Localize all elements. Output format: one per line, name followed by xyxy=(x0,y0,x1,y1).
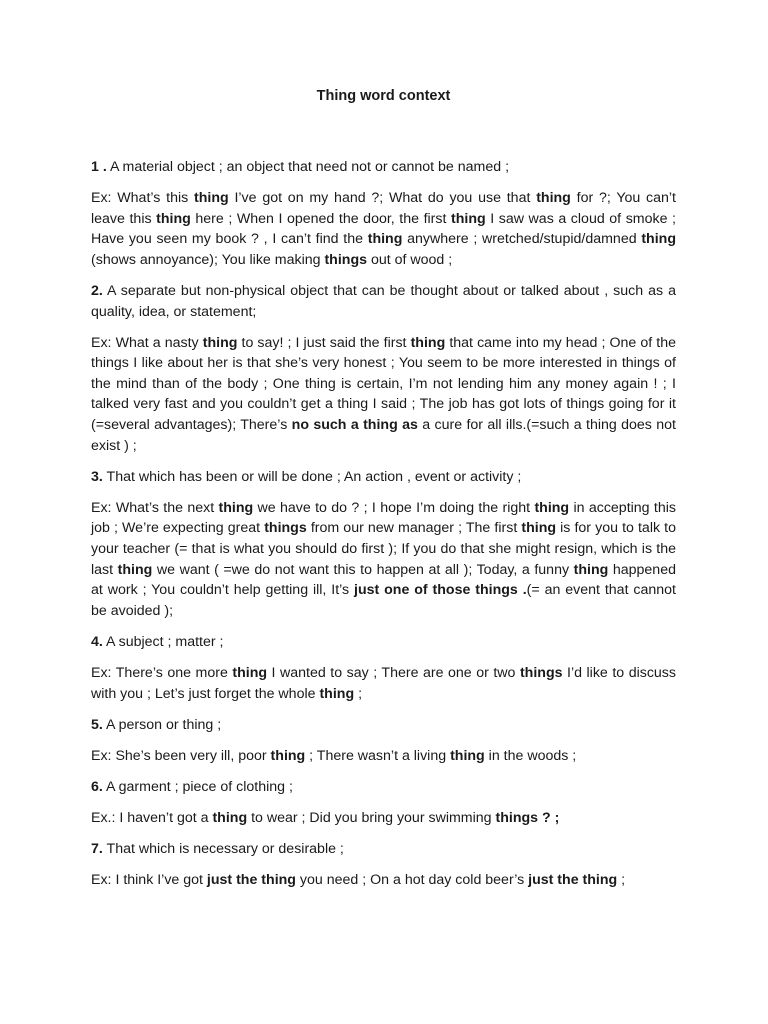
text-run: happened at work ; You couldn’t help getting ill, It’s xyxy=(91,561,676,599)
bold-term: thing xyxy=(534,499,570,516)
definition-paragraph xyxy=(91,715,676,736)
bold-term: thing xyxy=(232,664,268,681)
bold-term: 2. xyxy=(91,282,103,299)
bold-term: things ? ; xyxy=(495,809,560,826)
text-run: Ex.: I haven’t got a xyxy=(91,809,213,826)
text-run: ; There wasn’t a living xyxy=(305,747,451,764)
bold-term: thing xyxy=(194,190,229,207)
text-run: ; xyxy=(354,685,363,702)
text-run: That which has been or will be done ; An action , event or activity ; xyxy=(102,468,522,485)
bold-term: thing xyxy=(117,561,153,578)
bold-term: thing xyxy=(319,685,355,702)
bold-term: thing xyxy=(212,809,248,826)
text-run: Ex: What’s the next xyxy=(91,499,219,516)
text-run: we want ( =we do not want this to happen at all ); Today, a funny xyxy=(152,561,574,578)
text-run: Ex: She’s been very ill, poor xyxy=(91,747,271,764)
text-run: A garment ; piece of clothing ; xyxy=(102,778,293,795)
bold-term: things xyxy=(519,664,563,681)
text-run: (= an event that cannot be avoided ); xyxy=(91,582,676,619)
text-run: to say! ; I just said the first xyxy=(237,334,411,351)
text-run: (shows annoyance); You like making xyxy=(91,251,325,268)
text-run: is for you to talk to your teacher (= that is what you should do first ); If you do that she might resign, which is the last xyxy=(91,520,676,578)
text-run: here ; When I opened the door, the first xyxy=(190,210,452,227)
definition-paragraph xyxy=(91,839,676,860)
text-run: ; xyxy=(617,872,626,889)
definition-paragraph xyxy=(91,467,676,488)
text-run: Ex: What a nasty xyxy=(91,334,203,351)
bold-term: thing xyxy=(521,520,557,537)
bold-term: thing xyxy=(202,334,238,351)
bold-term: no such a thing as xyxy=(291,417,418,434)
bold-term: thing xyxy=(536,190,571,207)
text-run: Ex: There’s one more xyxy=(91,664,233,681)
text-run: A person or thing ; xyxy=(102,716,222,733)
bold-term: thing xyxy=(410,334,446,351)
bold-term: thing xyxy=(573,561,609,578)
document-title: Thing word context xyxy=(316,88,451,104)
bold-term: 6. xyxy=(91,778,103,795)
bold-term: 7. xyxy=(91,841,103,858)
bold-term: 3. xyxy=(91,468,103,485)
text-run: in accepting this job ; We’re expecting great xyxy=(91,499,676,537)
text-run: you need ; On a hot day cold beer’s xyxy=(295,872,529,889)
bold-term: 1 . xyxy=(91,159,107,175)
text-run: I wanted to say ; There are one or two xyxy=(267,664,520,681)
example-paragraph xyxy=(91,498,676,622)
text-run: out of wood ; xyxy=(367,251,453,268)
bold-term: just the thing xyxy=(528,872,618,889)
bold-term: 5. xyxy=(91,716,103,733)
text-run: A subject ; matter ; xyxy=(102,633,224,650)
document-body xyxy=(91,157,676,891)
bold-term: thing xyxy=(641,231,676,248)
text-run: That which is necessary or desirable ; xyxy=(102,841,344,858)
bold-term: thing xyxy=(451,210,486,227)
example-paragraph xyxy=(91,188,676,270)
example-paragraph xyxy=(91,333,676,457)
text-run: I’d like to discuss with you ; Let’s just forget the whole xyxy=(91,664,676,702)
text-run: from our new manager ; The first xyxy=(306,520,522,537)
example-paragraph xyxy=(91,746,676,767)
text-run: A material object ; an object that need not or cannot be named ; xyxy=(106,159,510,175)
text-run: anywhere ; wretched/stupid/damned xyxy=(402,231,642,248)
example-paragraph xyxy=(91,870,676,891)
text-run: in the woods ; xyxy=(484,747,577,764)
document-page xyxy=(91,86,676,901)
bold-term: thing xyxy=(367,231,403,248)
bold-term: thing xyxy=(270,747,306,764)
example-paragraph xyxy=(91,808,676,829)
definition-paragraph xyxy=(91,281,676,322)
definition-paragraph xyxy=(91,157,676,178)
bold-term: thing xyxy=(218,499,254,516)
text-run: A separate but non-physical object that can be thought about or talked about , such as a quality, idea, or statement; xyxy=(91,282,676,320)
bold-term: just one of those things . xyxy=(354,582,527,599)
text-run: Ex: What’s this xyxy=(91,190,195,207)
bold-term: thing xyxy=(450,747,485,764)
text-run: a cure for all ills.(=such a thing does not exist ) ; xyxy=(91,417,676,454)
example-paragraph xyxy=(91,663,676,704)
bold-term: things xyxy=(264,520,307,537)
text-run: to wear ; Did you bring your swimming xyxy=(247,809,496,826)
text-run: I saw was a cloud of smoke ; Have you seen my book ? , I can’t find the xyxy=(91,210,676,248)
bold-term: 4. xyxy=(91,633,103,650)
definition-paragraph xyxy=(91,632,676,653)
text-run: I’ve got on my hand ?; What do you use that xyxy=(228,190,537,207)
bold-term: just the thing xyxy=(206,872,296,889)
text-run: Ex: I think I’ve got xyxy=(91,872,207,889)
text-run: for ?; You can’t leave this xyxy=(91,190,676,227)
text-run: that came into my head ; One of the things I like about her is that she’s very honest ; You seem to be more interested in things of the mind than of the body ; One thing is certain, I’m not lending him any money again ! ; I talked very fast and you couldn’t get a thing I said ; The job has got lots of things going for it (=several advantages); There’s xyxy=(91,334,676,434)
text-run: we have to do ? ; I hope I’m doing the right xyxy=(253,499,535,516)
bold-term: things xyxy=(324,251,368,268)
bold-term: thing xyxy=(156,210,191,227)
definition-paragraph xyxy=(91,777,676,798)
